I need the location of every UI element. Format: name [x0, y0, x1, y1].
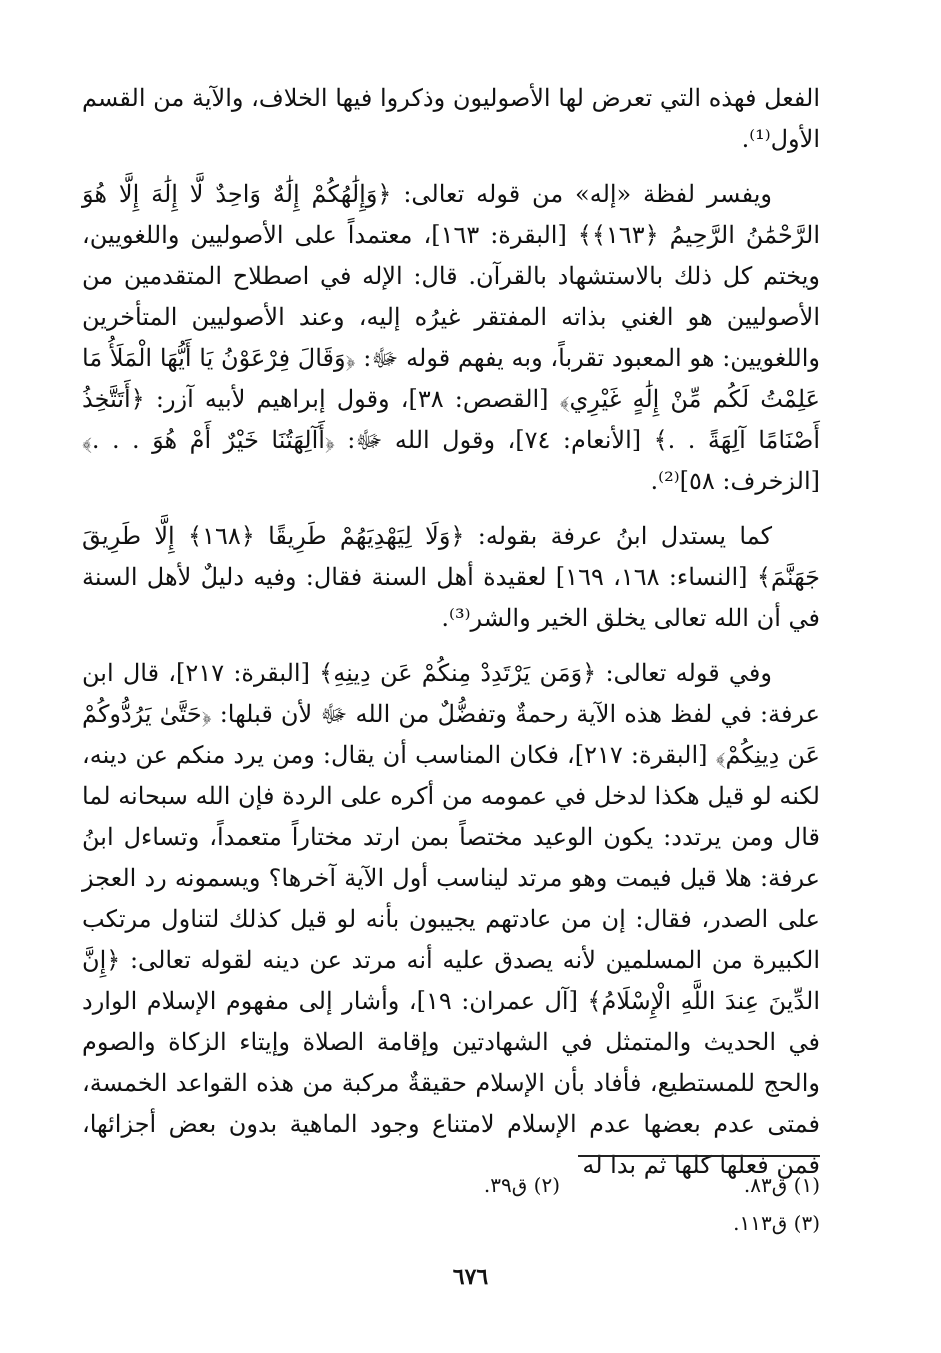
page-number: ٦٧٦: [452, 1264, 489, 1290]
paragraph-1: الفعل فهذه التي تعرض لها الأصوليون وذكروا فيها الخلاف، والآية من القسم الأول⁽¹⁾.: [82, 84, 820, 153]
footnote-3: (٣) ق١١٣.: [733, 1211, 820, 1235]
paragraph-4: وفي قوله تعالى: ﴿وَمَن يَرْتَدِدْ مِنكُمْ عَن دِينِهِ﴾ [البقرة: ٢١٧]، قال ابن عرفة: في لفظ هذه الآية رحمةٌ وتفضُّلٌ من الله ﷻ لأن قبلها: ﴿حَتَّىٰ يَرُدُّوكُمْ عَن دِينِكُمْ﴾ [البقرة: ٢١٧]، فكان المناسب أن يقال: ومن يرد منكم عن دينه، لكنه لو قيل هكذا لدخل في عمومه من أكره على الردة فإن الله سبحانه لما قال ومن يرتدد: يكون الوعيد مختصاً بمن ارتد مختاراً متعمداً، وتساءل ابنُ عرفة: هلا قيل فيمت وهو مرتد ليناسب أول الآية آخرها؟ ويسمونه رد العجز على الصدر، فقال: إن من عادتهم يجيبون بأنه لو قيل كذلك لتناول مرتكب الكبيرة من المسلمين لأنه يصدق عليه أنه مرتد عن دينه لقوله تعالى: ﴿إِنَّ الدِّينَ عِندَ اللَّهِ الْإِسْلَامُ﴾ [آل عمران: ١٩]، وأشار إلى مفهوم الإسلام الوارد في الحديث والمتمثل في الشهادتين وإقامة الصلاة وإيتاء الزكاة والصوم والحج للمستطيع، فأفاد بأن الإسلام حقيقةٌ مركبة من هذه القواعد الخمسة، فمتى عدم بعضها عدم الإسلام لامتناع وجود الماهية بدون بعض أجزائها، فمن فعلها كلها ثم بدا له: [82, 659, 821, 1179]
paragraph-2: ويفسر لفظة «إله» من قوله تعالى: ﴿وَإِلَٰهُكُمْ إِلَٰهٌ وَاحِدٌ لَّا إِلَٰهَ إِلَّا هُوَ الرَّحْمَٰنُ الرَّحِيمُ ﴿١٦٣﴾﴾ [البقرة: ١٦٣]، معتمداً على الأصوليين واللغويين، ويختم كل ذلك بالاستشهاد بالقرآن. قال: الإله في اصطلاح المتقدمين من الأصوليين هو الغني بذاته المفتقر غيرُه إليه، وعند الأصوليين المتأخرين واللغويين: هو المعبود تقرباً، وبه يفهم قوله ﷻ: ﴿وَقَالَ فِرْعَوْنُ يَا أَيُّهَا الْمَلَأُ مَا عَلِمْتُ لَكُم مِّنْ إِلَٰهٍ غَيْرِي﴾ [القصص: ٣٨]، وقول إبراهيم لأبيه آزر: ﴿أَتَتَّخِذُ أَصْنَامًا آلِهَةً . .﴾ [الأنعام: ٧٤]، وقول الله ﷻ: ﴿أَآلِهَتُنَا خَيْرٌ أَمْ هُوَ . . .﴾ [الزخرف: ٥٨]⁽²⁾.: [82, 180, 821, 495]
footnote-separator: [578, 1155, 820, 1157]
footnote-2: (٢) ق٣٩.: [483, 1173, 560, 1197]
footnotes: [300, 1166, 820, 1242]
main-text: [82, 78, 820, 1200]
footnote-1: (١) ق٨٣.: [743, 1173, 820, 1197]
paragraph-3: كما يستدل ابنُ عرفة بقوله: ﴿وَلَا لِيَهْدِيَهُمْ طَرِيقًا ﴿١٦٨﴾ إِلَّا طَرِيقَ جَهَنَّمَ﴾ [النساء: ١٦٨، ١٦٩] لعقيدة أهل السنة فقال: وفيه دليلٌ لأهل السنة في أن الله تعالى يخلق الخير والشر⁽³⁾.: [82, 522, 820, 632]
